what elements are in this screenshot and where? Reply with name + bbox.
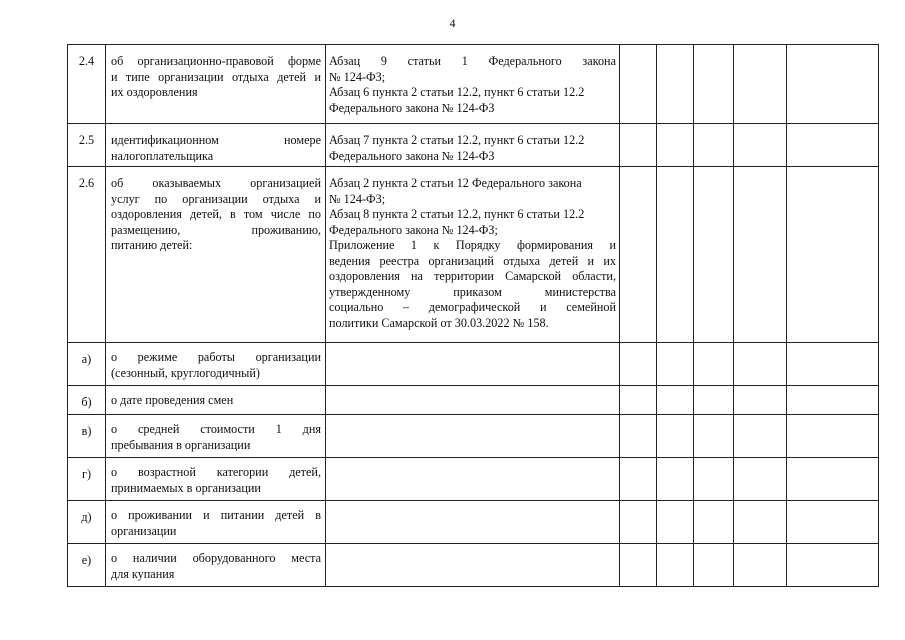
table-row xyxy=(68,386,879,415)
empty-cell xyxy=(620,544,657,587)
empty-cell xyxy=(657,45,694,124)
basis-line: № 124-ФЗ; xyxy=(329,69,386,84)
row-legal-basis xyxy=(326,167,620,343)
empty-cell xyxy=(657,386,694,415)
empty-cell xyxy=(657,501,694,544)
description-line: услуг по организации отдыха и xyxy=(111,191,321,206)
table-row xyxy=(68,415,879,458)
row-letter: б) xyxy=(68,386,106,415)
empty-cell xyxy=(620,167,657,343)
description-line: и типе организации отдыха детей и xyxy=(111,69,321,84)
basis-line: социально – демографической и семейной xyxy=(329,300,616,314)
description-line: о средней стоимости 1 дня xyxy=(111,422,321,436)
empty-cell xyxy=(620,343,657,386)
empty-cell xyxy=(787,415,879,458)
empty-cell xyxy=(620,501,657,544)
empty-cell xyxy=(620,458,657,501)
description-line: налогоплательщика xyxy=(111,148,214,163)
empty-cell xyxy=(787,45,879,124)
empty-cell xyxy=(620,386,657,415)
registry-table xyxy=(67,44,879,587)
description-line: их оздоровления xyxy=(111,85,198,99)
row-description xyxy=(106,415,326,458)
empty-cell xyxy=(734,458,787,501)
empty-cell xyxy=(787,124,879,167)
description-line: о режиме работы организации xyxy=(111,350,321,364)
row-description xyxy=(106,124,326,167)
description-line: размещению, проживанию, xyxy=(111,222,321,237)
table-row xyxy=(68,124,879,167)
table-row xyxy=(68,45,879,124)
table-row xyxy=(68,458,879,501)
description-line: о проживании и питании детей в xyxy=(111,508,321,522)
empty-cell xyxy=(694,544,734,587)
empty-cell xyxy=(326,386,620,415)
description-line: идентификационном номере xyxy=(111,133,321,147)
basis-line: Федерального закона № 124-ФЗ xyxy=(329,100,495,115)
empty-cell xyxy=(657,343,694,386)
empty-cell xyxy=(734,343,787,386)
row-description xyxy=(106,386,326,415)
description-line: об оказываемых организацией xyxy=(111,176,321,190)
empty-cell xyxy=(620,45,657,124)
empty-cell xyxy=(657,544,694,587)
empty-cell xyxy=(734,167,787,343)
empty-cell xyxy=(326,501,620,544)
description-line: о возрастной категории детей, xyxy=(111,465,321,479)
empty-cell xyxy=(734,501,787,544)
empty-cell xyxy=(734,124,787,167)
empty-cell xyxy=(694,45,734,124)
empty-cell xyxy=(694,343,734,386)
basis-line: Абзац 7 пункта 2 статьи 12.2, пункт 6 статьи 12.2 xyxy=(329,133,585,147)
empty-cell xyxy=(657,415,694,458)
description-line: принимаемых в организации xyxy=(111,480,261,495)
row-description xyxy=(106,501,326,544)
table-row xyxy=(68,343,879,386)
description-line: организации xyxy=(111,523,177,538)
table-row xyxy=(68,167,879,343)
row-description xyxy=(106,458,326,501)
empty-cell xyxy=(734,45,787,124)
empty-cell xyxy=(694,386,734,415)
basis-line: Абзац 8 пункта 2 статьи 12.2, пункт 6 статьи 12.2 xyxy=(329,207,585,221)
description-line: пребывания в организации xyxy=(111,437,251,452)
basis-line: Федерального закона № 124-ФЗ; xyxy=(329,222,498,237)
basis-line: утвержденному приказом министерства xyxy=(329,284,616,299)
empty-cell xyxy=(787,167,879,343)
row-letter: г) xyxy=(68,458,106,501)
description-line: питанию детей: xyxy=(111,238,193,252)
empty-cell xyxy=(694,458,734,501)
basis-line: оздоровления на территории Самарской области, xyxy=(329,269,616,283)
basis-line: Федерального закона № 124-ФЗ xyxy=(329,148,495,163)
page-number: 4 xyxy=(449,16,456,30)
empty-cell xyxy=(787,544,879,587)
empty-cell xyxy=(694,415,734,458)
table-row xyxy=(68,544,879,587)
basis-line: Абзац 9 статьи 1 Федерального закона xyxy=(329,54,616,68)
empty-cell xyxy=(657,458,694,501)
empty-cell xyxy=(787,458,879,501)
row-letter: а) xyxy=(68,343,106,386)
row-description xyxy=(106,167,326,343)
row-legal-basis xyxy=(326,124,620,167)
empty-cell xyxy=(326,544,620,587)
empty-cell xyxy=(620,124,657,167)
empty-cell xyxy=(657,124,694,167)
basis-line: ведения реестра организаций отдыха детей и их xyxy=(329,253,616,268)
empty-cell xyxy=(734,415,787,458)
basis-line: № 124-ФЗ; xyxy=(329,191,386,206)
description-line: о наличии оборудованного места xyxy=(111,551,321,565)
row-description xyxy=(106,343,326,386)
empty-cell xyxy=(787,501,879,544)
row-description xyxy=(106,544,326,587)
row-number: 2.6 xyxy=(68,167,106,343)
empty-cell xyxy=(326,458,620,501)
description-line: (сезонный, круглогодичный) xyxy=(111,365,260,380)
row-letter: д) xyxy=(68,501,106,544)
empty-cell xyxy=(734,544,787,587)
basis-line: Приложение 1 к Порядку формирования и xyxy=(329,238,616,252)
empty-cell xyxy=(657,167,694,343)
row-number: 2.5 xyxy=(68,124,106,167)
basis-line: политики Самарской от 30.03.2022 № 158. xyxy=(329,315,549,330)
row-number: 2.4 xyxy=(68,45,106,124)
description-line: оздоровления детей, в том числе по xyxy=(111,207,321,221)
empty-cell xyxy=(694,124,734,167)
table-row xyxy=(68,501,879,544)
basis-line: Абзац 2 пункта 2 статьи 12 Федерального закона xyxy=(329,176,582,190)
description-line: о дате проведения смен xyxy=(111,393,234,407)
row-letter: в) xyxy=(68,415,106,458)
empty-cell xyxy=(694,501,734,544)
empty-cell xyxy=(734,386,787,415)
description-line: об организационно-правовой форме xyxy=(111,54,321,68)
row-legal-basis xyxy=(326,45,620,124)
row-letter: е) xyxy=(68,544,106,587)
row-description xyxy=(106,45,326,124)
description-line: для купания xyxy=(111,566,175,581)
empty-cell xyxy=(787,343,879,386)
empty-cell xyxy=(326,415,620,458)
empty-cell xyxy=(326,343,620,386)
basis-line: Абзац 6 пункта 2 статьи 12.2, пункт 6 статьи 12.2 xyxy=(329,85,585,99)
empty-cell xyxy=(620,415,657,458)
empty-cell xyxy=(694,167,734,343)
empty-cell xyxy=(787,386,879,415)
